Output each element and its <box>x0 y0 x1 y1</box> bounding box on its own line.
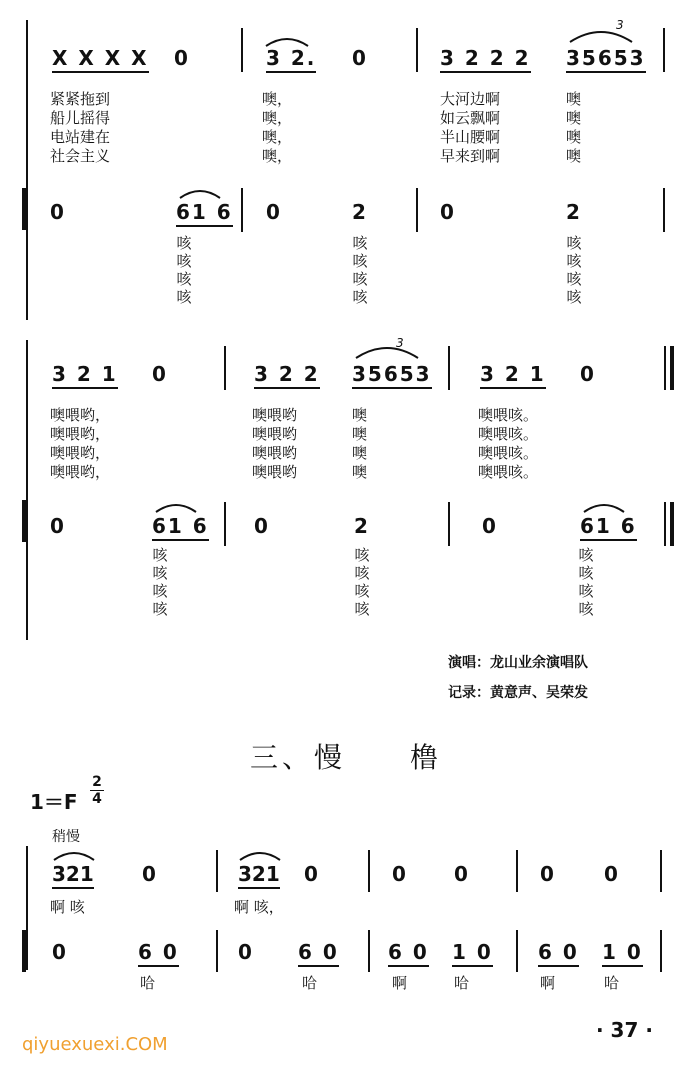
lyric-line: 噢， <box>262 90 293 108</box>
lyric-column <box>440 90 500 166</box>
note-rest: 0 <box>52 940 68 964</box>
slur-icon <box>262 32 312 48</box>
lyric-line: 噢 <box>566 147 582 165</box>
watermark: qiyuexuexi.COM <box>22 1034 168 1055</box>
lyric-line: 噢， <box>262 147 293 165</box>
lyric-column <box>352 546 372 618</box>
lyric-column <box>352 406 367 482</box>
lyric-char: 咳 <box>354 564 370 582</box>
note-group: 6 0 <box>138 940 179 967</box>
lyric-line: 噢喂哟 <box>252 444 298 462</box>
lyric-line: 噢 <box>566 90 582 108</box>
final-barline <box>670 502 674 546</box>
barline <box>241 28 243 72</box>
note-rest: 0 <box>254 514 270 538</box>
barline <box>516 930 518 972</box>
barline <box>448 346 450 390</box>
lyric-char: 咳 <box>354 600 370 618</box>
note: 2 <box>566 200 582 224</box>
barline <box>660 850 662 892</box>
slur-icon <box>580 498 628 514</box>
lyric-line: 噢喂哟， <box>50 444 111 462</box>
lyric-column <box>478 406 538 482</box>
slur-icon <box>50 846 98 862</box>
lyric-char: 咳 <box>566 288 582 306</box>
lyric-column <box>564 234 584 306</box>
lyric-char: 哈 <box>140 974 156 992</box>
note-group: 6 0 <box>298 940 339 967</box>
lyric-line: 噢喂哟 <box>252 425 298 443</box>
note: 2 <box>354 514 370 538</box>
lyric-line: 半山腰啊 <box>440 128 501 146</box>
triplet-mark: 3 <box>396 336 404 350</box>
lyric-line: 噢 <box>566 128 582 146</box>
barline <box>664 346 666 390</box>
system-bracket <box>26 20 28 320</box>
note-rest: 0 <box>604 862 620 886</box>
lyric-line: 噢 <box>352 425 368 443</box>
key-signature: 1＝F <box>30 790 78 814</box>
slur-icon <box>152 498 200 514</box>
lyric-column <box>262 90 292 166</box>
barline <box>224 502 226 546</box>
brace-lower <box>22 930 26 972</box>
lyric-column <box>50 90 110 166</box>
lyric-char: 咳 <box>176 288 192 306</box>
lyric-column <box>566 90 581 166</box>
note-rest: 0 <box>174 46 190 70</box>
section-title: 三、慢 橹 <box>250 741 443 774</box>
system-bracket <box>26 340 28 640</box>
time-sig-top: 2 <box>92 774 102 790</box>
note-group: 61 6 <box>176 200 233 227</box>
lyric-char: 咳 <box>176 252 192 270</box>
note-rest: 0 <box>454 862 470 886</box>
note-group: 321 <box>52 862 94 889</box>
lyric-char: 哈 <box>604 974 620 992</box>
lyric-line: 啊 咳 <box>50 898 85 916</box>
lyric-line: 噢 <box>352 406 368 424</box>
lyric-line: 噢喂咳。 <box>478 444 539 462</box>
lyric-column <box>174 234 194 306</box>
lyric-line: 噢喂哟 <box>252 406 298 424</box>
lyric-char: 咳 <box>578 564 594 582</box>
barline <box>660 930 662 972</box>
final-barline <box>670 346 674 390</box>
note-rest: 0 <box>580 362 596 386</box>
time-sig-bottom: 4 <box>90 790 104 807</box>
lyric-line: 噢 <box>352 444 368 462</box>
note-group: 61 6 <box>580 514 637 541</box>
lyric-line: 噢 <box>352 463 368 481</box>
note-rest: 0 <box>540 862 556 886</box>
note-group: 3 2 2 2 <box>440 46 531 73</box>
barline <box>224 346 226 390</box>
lyric-char: 咳 <box>578 546 594 564</box>
barline <box>216 930 218 972</box>
slur-icon <box>176 184 224 200</box>
lyric-char: 咳 <box>566 252 582 270</box>
lyric-char: 咳 <box>152 564 168 582</box>
lyric-line: 噢 <box>566 109 582 127</box>
lyric-line: 大河边啊 <box>440 90 501 108</box>
note-rest: 0 <box>152 362 168 386</box>
credit-recorder: 记录：黄意声、吴荣发 <box>448 685 588 701</box>
barline <box>241 188 243 232</box>
barline <box>416 28 418 72</box>
barline <box>416 188 418 232</box>
note-rest: 0 <box>50 514 66 538</box>
lyric-char: 咳 <box>578 582 594 600</box>
lyric-line: 噢， <box>262 128 293 146</box>
triplet-slur-icon <box>352 336 422 360</box>
note-group: 6 0 <box>388 940 429 967</box>
lyric-line: 噢喂咳。 <box>478 425 539 443</box>
barline <box>663 188 665 232</box>
triplet-slur-icon <box>566 20 636 44</box>
lyric-char: 咳 <box>352 252 368 270</box>
triplet-mark: 3 <box>616 18 624 32</box>
lyric-line: 噢喂哟， <box>50 463 111 481</box>
note-rest: 0 <box>142 862 158 886</box>
lyric-char: 咳 <box>352 270 368 288</box>
note-rest: 0 <box>482 514 498 538</box>
lyric-char: 咳 <box>354 582 370 600</box>
lyric-line: 啊 咳， <box>234 898 284 916</box>
lyric-line: 噢喂哟， <box>50 406 111 424</box>
lyric-char: 咳 <box>578 600 594 618</box>
time-signature <box>90 774 104 807</box>
note-group: 6 0 <box>538 940 579 967</box>
barline <box>664 502 666 546</box>
lyric-column <box>576 546 596 618</box>
lyric-char: 咳 <box>152 546 168 564</box>
note-group: 3 2. <box>266 46 316 73</box>
lyric-char: 咳 <box>566 234 582 252</box>
lyric-char: 咳 <box>152 600 168 618</box>
slur-icon <box>236 846 284 862</box>
credit-singer: 演唱：龙山业余演唱队 <box>448 655 588 671</box>
lyric-line: 噢喂咳。 <box>478 406 539 424</box>
barline <box>216 850 218 892</box>
system-bracket <box>26 846 28 970</box>
note-rest: 0 <box>352 46 368 70</box>
lyric-line: 噢喂哟， <box>50 425 111 443</box>
lyric-char: 哈 <box>454 974 470 992</box>
note-group: 35653 <box>566 46 646 73</box>
lyric-char: 咳 <box>566 270 582 288</box>
note-group: 321 <box>238 862 280 889</box>
note-rest: 0 <box>304 862 320 886</box>
lyric-char: 咳 <box>354 546 370 564</box>
lyric-char: 啊 <box>540 974 556 992</box>
note-rest: 0 <box>266 200 282 224</box>
lyric-column <box>50 406 110 482</box>
note: 2 <box>352 200 368 224</box>
lyric-line: 电站建在 <box>50 128 111 146</box>
brace-lower <box>22 500 26 542</box>
note-rest: 0 <box>238 940 254 964</box>
note-group: 61 6 <box>152 514 209 541</box>
lyric-char: 咳 <box>352 288 368 306</box>
note-rest: 0 <box>392 862 408 886</box>
barline <box>516 850 518 892</box>
brace-lower <box>22 188 26 230</box>
note-group: 3 2 1 <box>480 362 546 389</box>
note-group: 3 2 2 <box>254 362 320 389</box>
note-group: 1 0 <box>602 940 643 967</box>
lyric-line: 早来到啊 <box>440 147 501 165</box>
lyric-char: 哈 <box>302 974 318 992</box>
lyric-line: 噢， <box>262 109 293 127</box>
barline <box>368 850 370 892</box>
lyric-line: 噢喂咳。 <box>478 463 539 481</box>
barline <box>663 28 665 72</box>
lyric-char: 咳 <box>176 270 192 288</box>
tempo-marking: 稍慢 <box>52 829 80 845</box>
lyric-char: 咳 <box>176 234 192 252</box>
lyric-line: 社会主义 <box>50 147 111 165</box>
note-rest: 0 <box>50 200 66 224</box>
note-group: X X X X <box>52 46 149 73</box>
lyric-line: 如云飘啊 <box>440 109 501 127</box>
lyric-line: 紧紧拖到 <box>50 90 111 108</box>
lyric-char: 咳 <box>152 582 168 600</box>
page-number: · 37 · <box>596 1018 653 1042</box>
lyric-column <box>150 546 170 618</box>
lyric-column <box>350 234 370 306</box>
note-group: 35653 <box>352 362 432 389</box>
note-group: 3 2 1 <box>52 362 118 389</box>
lyric-char: 咳 <box>352 234 368 252</box>
note-rest: 0 <box>440 200 456 224</box>
barline <box>448 502 450 546</box>
barline <box>368 930 370 972</box>
lyric-line: 船儿摇得 <box>50 109 111 127</box>
lyric-line: 噢喂哟 <box>252 463 298 481</box>
lyric-column <box>252 406 297 482</box>
lyric-char: 啊 <box>392 974 408 992</box>
note-group: 1 0 <box>452 940 493 967</box>
